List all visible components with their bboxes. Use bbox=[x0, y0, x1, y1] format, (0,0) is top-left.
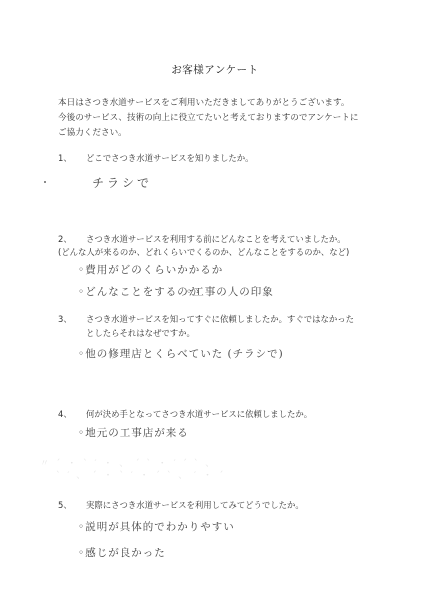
question-text: さつき水道サービスを知ってすぐに依頼しましたか。すぐではなかった bbox=[86, 314, 354, 324]
question-number: 3、 bbox=[58, 314, 72, 324]
question-3-subtext bbox=[58, 326, 418, 340]
stray-mark bbox=[44, 181, 46, 183]
question-number: 5、 bbox=[58, 500, 72, 510]
answer-4-handwritten: ◦地元の工事店が来る bbox=[78, 427, 189, 439]
answer-5-handwritten-2: ◦感じが良かった bbox=[78, 547, 166, 559]
question-text: (どんな人が来るのか、どれくらいでくるのか、どんなことをするのか、など) bbox=[58, 247, 350, 257]
question-text: どこでさつき水道サービスを知りましたか。 bbox=[86, 153, 254, 163]
intro-paragraph bbox=[58, 96, 388, 141]
answer-2-handwritten-3: ◦工事の人の印象 bbox=[186, 286, 274, 298]
question-text: さつき水道サービスを利用する前にどんなことを考えていましたか。 bbox=[86, 234, 346, 244]
answer-2-handwritten-1: ◦費用がどのくらいかかるか bbox=[78, 264, 224, 276]
intro-line: 今後のサービス、技術の向上に役立てたいと考えておりますのでアンケートに bbox=[58, 113, 359, 123]
question-text: としたらそれはなぜですか。 bbox=[86, 328, 195, 338]
intro-line: ご協力ください。 bbox=[58, 128, 127, 138]
answer-5-handwritten-1: ◦説明が具体的でわかりやすい bbox=[78, 521, 235, 533]
bleed-through-marks: 〃 ´ ・ ` ′ ・ 、 ´ ` ・ ′ ´ ` 、 bbox=[40, 459, 217, 469]
question-number: 2、 bbox=[58, 234, 72, 244]
question-number: 1、 bbox=[58, 153, 72, 163]
bleed-through-marks: ` ′ 、 ´ ・ ` ′ ・ ´ ` 、 ′ ・ ´ bbox=[56, 471, 226, 481]
page-title: お客様アンケート bbox=[171, 64, 259, 76]
question-text: 実際にさつき水道サービスを利用してみてどうでしたか。 bbox=[86, 500, 304, 510]
answer-3-handwritten: ◦他の修理店とくらべていた (チラシで) bbox=[78, 348, 284, 360]
question-2-subtext bbox=[58, 245, 418, 259]
question-text: 何が決め手となってさつき水道サービスに依頼しましたか。 bbox=[86, 409, 313, 419]
answer-1-handwritten: チラシで bbox=[92, 176, 153, 190]
question-number: 4、 bbox=[58, 409, 72, 419]
intro-line: 本日はさつき水道サービスをご利用いただきましてありがとうございます。 bbox=[58, 98, 350, 108]
answer-2-handwritten-2: ◦どんなことをするのか bbox=[78, 286, 201, 298]
